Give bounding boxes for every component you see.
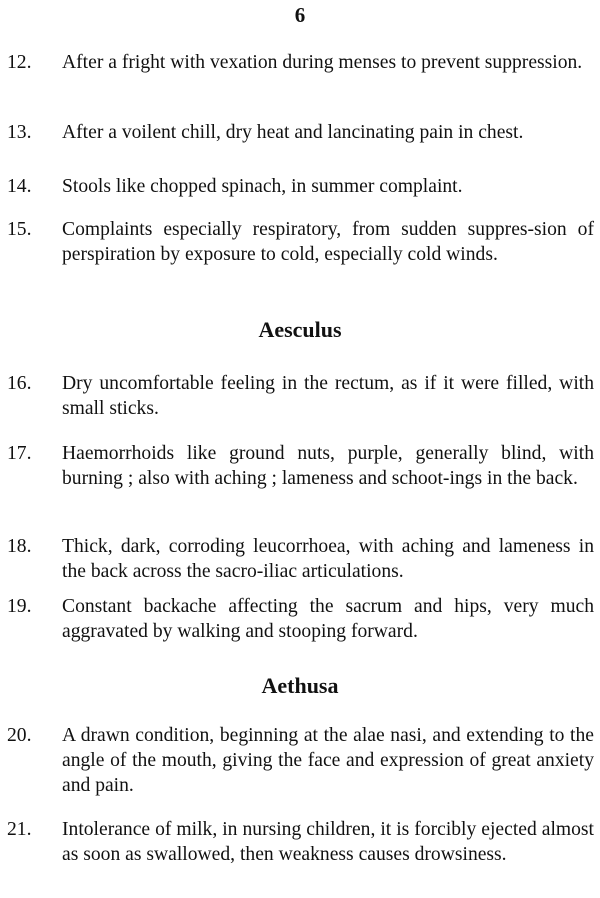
- item-number: 16.: [7, 373, 32, 394]
- item-text: Dry uncomfortable feeling in the rectum, as if it were filled, with small sticks.: [62, 373, 594, 419]
- item-text: Constant backache affecting the sacrum and hips, very much aggravated by walking and stooping forward.: [62, 596, 594, 642]
- item-text: After a voilent chill, dry heat and lancinating pain in chest.: [62, 122, 524, 143]
- section-heading-aethusa: Aethusa: [261, 673, 339, 698]
- item-number: 15.: [7, 219, 32, 240]
- item-text: A drawn condition, beginning at the alae nasi, and extending to the angle of the mouth, giving the face and expression of great anxiety and pain.: [62, 725, 594, 796]
- item-number: 20.: [7, 725, 32, 746]
- item-number: 18.: [7, 536, 32, 557]
- page-number: 6: [294, 3, 306, 27]
- item-text: Intolerance of milk, in nursing children, it is forcibly ejected almost as soon as swallowed, then weakness causes drowsiness.: [62, 819, 594, 865]
- item-number: 17.: [7, 443, 32, 464]
- item-text: Haemorrhoids like ground nuts, purple, generally blind, with burning ; also with aching ; lameness and schoot-ings in the back.: [62, 443, 594, 489]
- item-text: Stools like chopped spinach, in summer complaint.: [62, 176, 463, 197]
- item-text: Thick, dark, corroding leucorrhoea, with aching and lameness in the back across the sacro-iliac articulations.: [62, 536, 594, 582]
- item-text: After a fright with vexation during menses to prevent suppression.: [62, 52, 583, 73]
- item-number: 19.: [7, 596, 32, 617]
- item-number: 14.: [7, 176, 32, 197]
- section-heading-aesculus: Aesculus: [258, 317, 342, 342]
- item-number: 21.: [7, 819, 32, 840]
- item-number: 12.: [7, 52, 32, 73]
- item-text: Complaints especially respiratory, from sudden suppres-sion of perspiration by exposure to cold, especially cold winds.: [62, 219, 594, 265]
- item-number: 13.: [7, 122, 32, 143]
